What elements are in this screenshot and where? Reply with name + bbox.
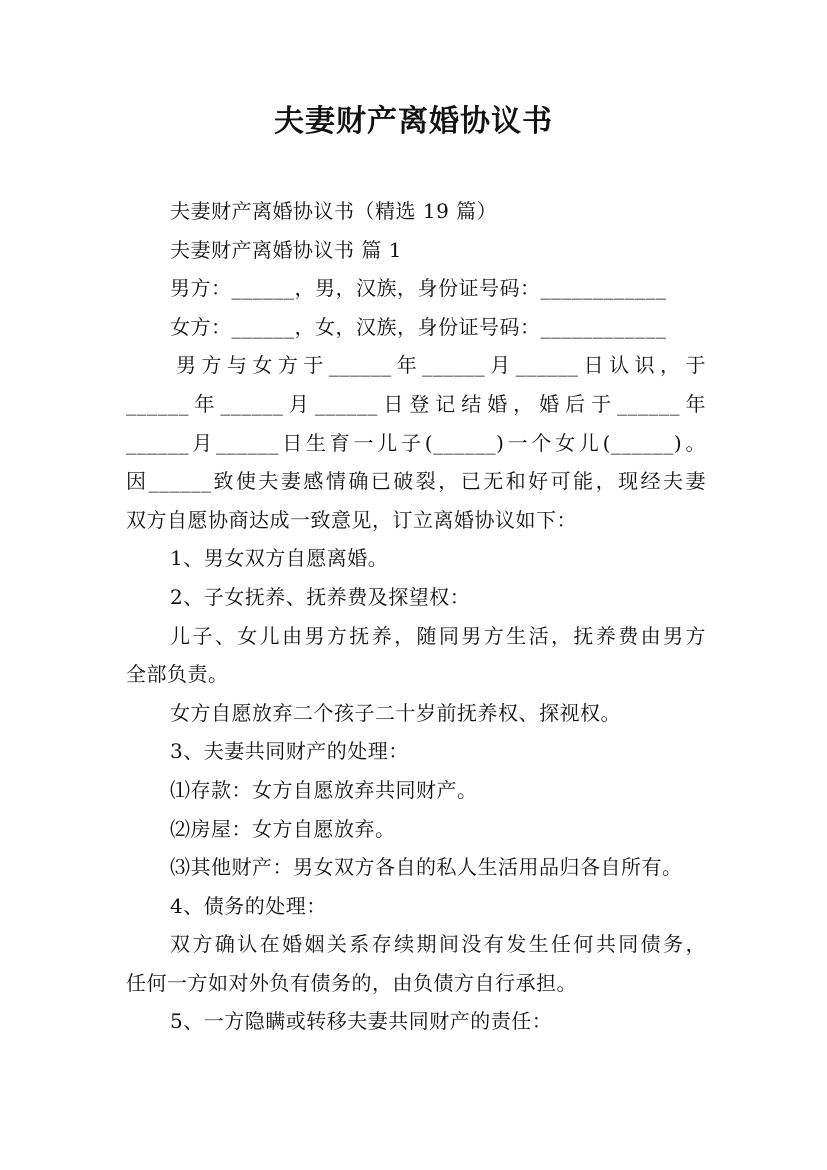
paragraph-marriage-history-line-3: ______月______日生育一儿子(______)一个女儿(______)。	[126, 430, 706, 455]
paragraph-husband-info: 男方：______，男，汉族，身份证号码：____________	[170, 276, 667, 301]
paragraph-section-heading: 夫妻财产离婚协议书 篇 1	[170, 237, 402, 262]
paragraph-clause-2-heading: 2、子女抚养、抚养费及探望权：	[170, 584, 471, 609]
paragraph-child-custody-line-1: 儿子、女儿由男方抚养，随同男方生活，抚养费由男方	[170, 623, 706, 648]
paragraph-other-property: ⑶其他财产：男女双方各自的私人生活用品归各自所有。	[170, 855, 683, 880]
paragraph-marriage-history-line-1: 男方与女方于______年______月______日认识，于	[176, 353, 706, 378]
paragraph-clause-1: 1、男女双方自愿离婚。	[170, 546, 389, 571]
paragraph-clause-3-heading: 3、夫妻共同财产的处理：	[170, 739, 409, 764]
paragraph-debts-line-2: 任何一方如对外负有债务的，由负债方自行承担。	[126, 970, 577, 995]
paragraph-marriage-history-line-4: 因______致使夫妻感情确已破裂，已无和好可能，现经夫妻	[126, 469, 706, 494]
paragraph-house: ⑵房屋：女方自愿放弃。	[170, 816, 396, 841]
paragraph-deposits: ⑴存款：女方自愿放弃共同财产。	[170, 777, 478, 802]
paragraph-clause-5-heading: 5、一方隐瞒或转移夫妻共同财产的责任：	[170, 1009, 553, 1034]
document-body	[126, 192, 706, 1041]
paragraph-marriage-history-line-5: 双方自愿协商达成一致意见，订立离婚协议如下：	[126, 507, 577, 532]
paragraph-wife-info: 女方：______，女，汉族，身份证号码：____________	[170, 314, 667, 339]
paragraph-clause-4-heading: 4、债务的处理：	[170, 893, 327, 918]
paragraph-child-custody-line-2: 全部负责。	[126, 662, 229, 687]
paragraph-debts-line-1: 双方确认在婚姻关系存续期间没有发生任何共同债务，	[170, 932, 706, 957]
paragraph-visitation: 女方自愿放弃二个孩子二十岁前抚养权、探视权。	[170, 700, 621, 725]
paragraph-marriage-history-line-2: ______年______月______日登记结婚，婚后于______年	[126, 391, 706, 416]
document-title: 夫妻财产离婚协议书	[274, 104, 553, 139]
paragraph-collection-heading: 夫妻财产离婚协议书（精选 19 篇）	[170, 199, 498, 223]
